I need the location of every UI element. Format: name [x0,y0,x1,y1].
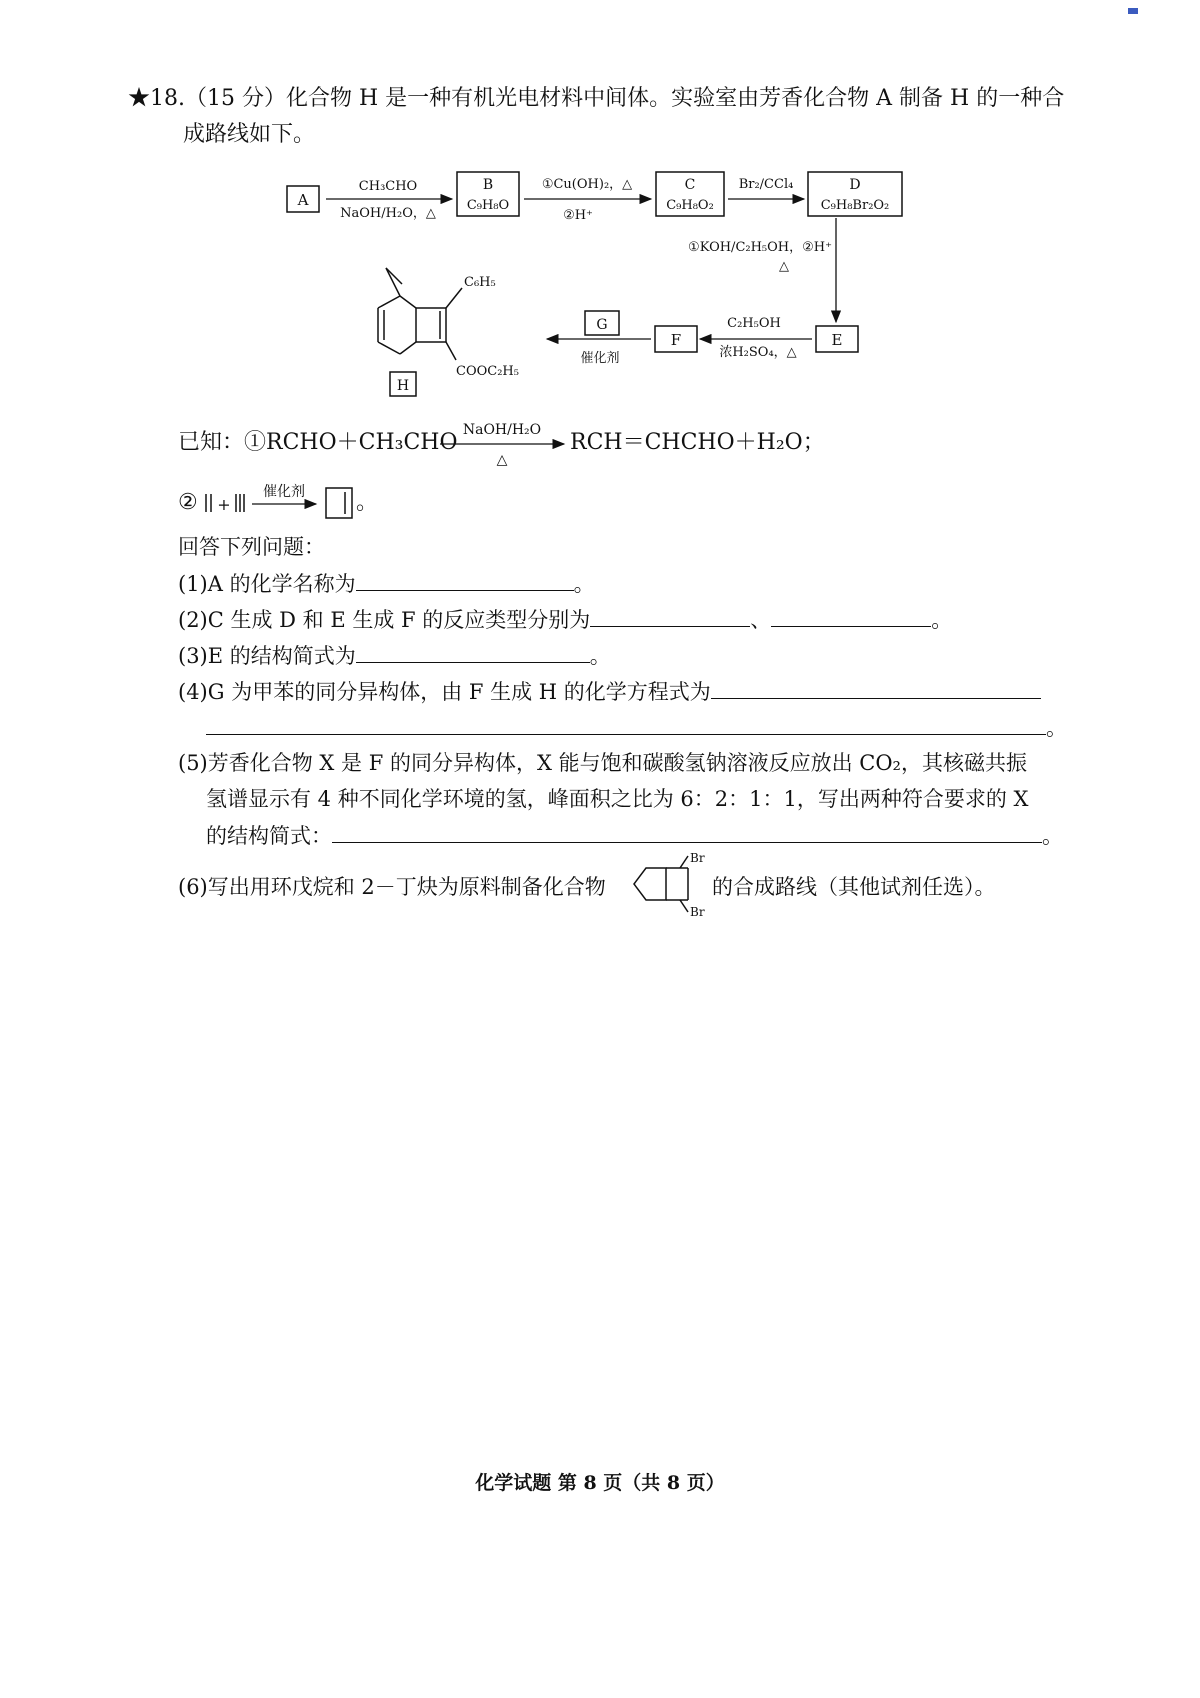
box-a-label: A [297,191,309,209]
arrow-1-top: CH₃CHO [358,179,418,194]
known-1-prefix: 已知：①RCHO＋CH₃CHO [178,430,458,455]
box-c-label: C [684,177,696,193]
arrow-6-bottom: 催化剂 [580,351,620,366]
known-1-arrow-bottom: △ [496,452,508,468]
question-5-line-3-text: 的结构简式： [206,824,332,848]
question-2-text: (2)C 生成 D 和 E 生成 F 的反应类型分别为 [178,608,591,632]
known-2-arrow-top: 催化剂 [263,484,305,500]
box-e-label: E [831,331,843,349]
compound-h-structure [378,268,462,360]
arrow-2-bottom: ②H⁺ [563,208,593,223]
answer-blank-4a[interactable] [711,676,1041,699]
box-d-formula: C₉H₈Br₂O₂ [820,198,890,213]
arrow-4-text1: ①KOH/C₂H₅OH，②H⁺ [688,240,832,255]
question-6-suffix: 的合成路线（其他试剂任选）。 [712,875,996,899]
arrow-4-text2: △ [779,259,789,274]
question-header-cont: 成路线如下。 [183,122,316,147]
known-1-suffix: RCH＝CHCHO＋H₂O； [570,430,825,455]
question-3-end: 。 [589,644,611,668]
target-br-bottom: Br [690,905,705,919]
target-br-top: Br [690,851,705,865]
question-5-line-3 [206,820,1063,851]
answer-blank-5[interactable] [332,820,1042,843]
question-4-cont [206,712,1067,743]
box-d-label: D [849,177,861,193]
question-2-end: 。 [931,608,953,632]
box-f-label: F [670,331,682,349]
arrow-5-bottom: 浓H₂SO₄，△ [719,345,797,360]
box-b-label: B [482,177,494,193]
question-4-end: 。 [1046,716,1067,740]
question-1-text: (1)A 的化学名称为 [178,572,356,596]
known-2-scheme [200,474,380,524]
box-h-label: H [396,378,410,394]
question-3 [178,640,611,671]
known-2-prefix: ② [178,490,198,515]
answer-blank-4b[interactable] [206,712,1046,735]
corner-mark [1128,8,1138,14]
page-footer: 化学试题 第 8 页（共 8 页） [475,1472,725,1494]
question-1 [178,568,595,599]
box-c-formula: C₉H₈O₂ [666,198,714,213]
known-1-arrow [438,414,568,470]
question-2-sep: 、 [750,608,772,632]
question-4 [178,676,1041,707]
arrow-2-top: ①Cu(OH)₂，△ [541,177,633,192]
answer-intro: 回答下列问题： [178,535,325,559]
question-4-text: (4)G 为甲苯的同分异构体，由 F 生成 H 的化学方程式为 [178,680,711,704]
question-6-prefix: (6)写出用环戊烷和 2－丁炔为原料制备化合物 [178,875,606,899]
answer-blank-3[interactable] [356,640,590,663]
question-5-end: 。 [1042,824,1063,848]
synthesis-scheme [0,150,1200,420]
question-1-end: 。 [573,572,595,596]
known-2-end: 。 [356,490,379,515]
question-header: ★18.（15 分）化合物 H 是一种有机光电材料中间体。实验室由芳香化合物 A 制备 H 的一种合 [128,86,1065,111]
question-5-line-1: (5)芳香化合物 X 是 F 的同分异构体，X 能与饱和碳酸氢钠溶液反应放出 CO₂，其核磁共振 [178,751,1027,775]
arrow-1-bottom: NaOH/H₂O，△ [340,206,436,221]
box-g-label: G [596,317,608,333]
compound-h-sub2: COOC₂H₅ [456,364,519,379]
arrow-5-top: C₂H₅OH [727,316,781,331]
known-2-plus: + [217,495,231,514]
question-5-line-2: 氢谱显示有 4 种不同化学环境的氢，峰面积之比为 6：2：1：1，写出两种符合要求的 X [206,787,1029,811]
arrow-3-top: Br₂/CCl₄ [738,177,794,192]
question-3-text: (3)E 的结构简式为 [178,644,356,668]
compound-h-sub1: C₆H₅ [464,275,496,290]
answer-blank-2a[interactable] [590,604,750,627]
answer-blank-1[interactable] [356,568,574,591]
question-2 [178,604,952,635]
target-compound-structure [628,850,708,920]
known-1-arrow-top: NaOH/H₂O [462,422,542,438]
answer-blank-2b[interactable] [771,604,931,627]
box-b-formula: C₉H₈O [466,198,510,213]
